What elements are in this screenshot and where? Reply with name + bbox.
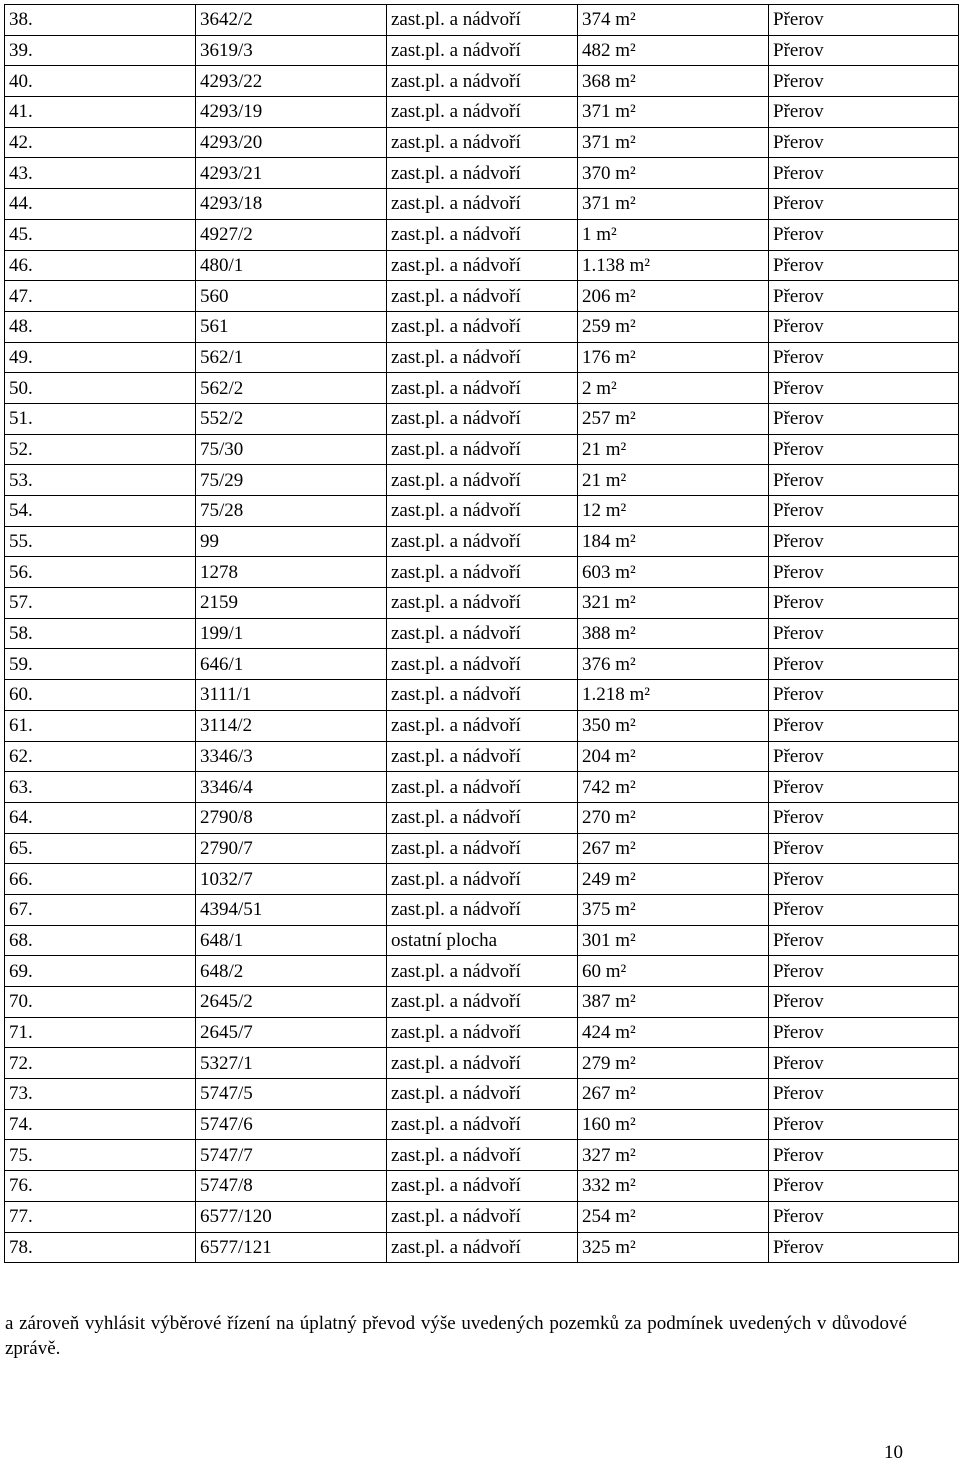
land-type-cell: zast.pl. a nádvoří [387,465,578,496]
table-row [5,496,959,527]
row-number-cell: 74. [5,1109,196,1140]
parcel-number-cell: 2645/7 [196,1017,387,1048]
land-type-cell: zast.pl. a nádvoří [387,894,578,925]
land-type-cell: zast.pl. a nádvoří [387,1171,578,1202]
table-row [5,342,959,373]
table-row [5,618,959,649]
land-type-cell: zast.pl. a nádvoří [387,5,578,36]
land-type-cell: zast.pl. a nádvoří [387,1109,578,1140]
parcel-number-cell: 480/1 [196,250,387,281]
row-number-cell: 65. [5,833,196,864]
land-type-cell: zast.pl. a nádvoří [387,1048,578,1079]
row-number-cell: 51. [5,403,196,434]
parcel-number-cell: 4927/2 [196,219,387,250]
area-cell: 279 m² [578,1048,769,1079]
area-cell: 270 m² [578,802,769,833]
row-number-cell: 76. [5,1171,196,1202]
cadastral-area-cell: Přerov [769,864,959,895]
parcel-number-cell: 2159 [196,588,387,619]
table-row [5,373,959,404]
parcel-number-cell: 3642/2 [196,5,387,36]
cadastral-area-cell: Přerov [769,219,959,250]
parcel-number-cell: 99 [196,526,387,557]
land-type-cell: zast.pl. a nádvoří [387,864,578,895]
table-row [5,1140,959,1171]
row-number-cell: 53. [5,465,196,496]
table-row [5,1201,959,1232]
area-cell: 257 m² [578,403,769,434]
cadastral-area-cell: Přerov [769,588,959,619]
area-cell: 60 m² [578,956,769,987]
table-row [5,649,959,680]
row-number-cell: 56. [5,557,196,588]
row-number-cell: 38. [5,5,196,36]
cadastral-area-cell: Přerov [769,5,959,36]
row-number-cell: 49. [5,342,196,373]
parcel-number-cell: 646/1 [196,649,387,680]
cadastral-area-cell: Přerov [769,557,959,588]
area-cell: 2 m² [578,373,769,404]
cadastral-area-cell: Přerov [769,925,959,956]
cadastral-area-cell: Přerov [769,833,959,864]
parcel-number-cell: 75/29 [196,465,387,496]
parcel-number-cell: 4293/19 [196,97,387,128]
row-number-cell: 43. [5,158,196,189]
row-number-cell: 52. [5,434,196,465]
parcel-number-cell: 552/2 [196,403,387,434]
row-number-cell: 77. [5,1201,196,1232]
cadastral-area-cell: Přerov [769,1171,959,1202]
cadastral-area-cell: Přerov [769,189,959,220]
row-number-cell: 40. [5,66,196,97]
land-type-cell: zast.pl. a nádvoří [387,281,578,312]
row-number-cell: 45. [5,219,196,250]
row-number-cell: 47. [5,281,196,312]
land-type-cell: zast.pl. a nádvoří [387,1232,578,1263]
parcel-table [4,4,959,1263]
parcel-number-cell: 648/2 [196,956,387,987]
table-row [5,772,959,803]
area-cell: 254 m² [578,1201,769,1232]
land-type-cell: zast.pl. a nádvoří [387,189,578,220]
table-row [5,925,959,956]
table-row [5,1017,959,1048]
cadastral-area-cell: Přerov [769,373,959,404]
parcel-number-cell: 562/2 [196,373,387,404]
land-type-cell: zast.pl. a nádvoří [387,649,578,680]
row-number-cell: 61. [5,710,196,741]
row-number-cell: 59. [5,649,196,680]
row-number-cell: 58. [5,618,196,649]
area-cell: 603 m² [578,557,769,588]
area-cell: 1.218 m² [578,680,769,711]
area-cell: 259 m² [578,311,769,342]
table-row [5,281,959,312]
area-cell: 21 m² [578,434,769,465]
row-number-cell: 72. [5,1048,196,1079]
land-type-cell: zast.pl. a nádvoří [387,1201,578,1232]
cadastral-area-cell: Přerov [769,1079,959,1110]
parcel-number-cell: 3114/2 [196,710,387,741]
parcel-number-cell: 5747/6 [196,1109,387,1140]
cadastral-area-cell: Přerov [769,618,959,649]
row-number-cell: 57. [5,588,196,619]
table-row [5,66,959,97]
parcel-number-cell: 2790/8 [196,802,387,833]
table-row [5,1232,959,1263]
area-cell: 424 m² [578,1017,769,1048]
cadastral-area-cell: Přerov [769,680,959,711]
parcel-number-cell: 199/1 [196,618,387,649]
cadastral-area-cell: Přerov [769,956,959,987]
table-row [5,434,959,465]
row-number-cell: 67. [5,894,196,925]
area-cell: 368 m² [578,66,769,97]
land-type-cell: zast.pl. a nádvoří [387,1017,578,1048]
cadastral-area-cell: Přerov [769,250,959,281]
cadastral-area-cell: Přerov [769,158,959,189]
land-type-cell: ostatní plocha [387,925,578,956]
area-cell: 267 m² [578,1079,769,1110]
table-row [5,465,959,496]
table-row [5,864,959,895]
table-row [5,1109,959,1140]
land-type-cell: zast.pl. a nádvoří [387,158,578,189]
parcel-number-cell: 5747/8 [196,1171,387,1202]
area-cell: 370 m² [578,158,769,189]
area-cell: 371 m² [578,189,769,220]
row-number-cell: 64. [5,802,196,833]
area-cell: 388 m² [578,618,769,649]
table-row [5,987,959,1018]
row-number-cell: 54. [5,496,196,527]
table-row [5,5,959,36]
cadastral-area-cell: Přerov [769,1201,959,1232]
land-type-cell: zast.pl. a nádvoří [387,434,578,465]
cadastral-area-cell: Přerov [769,802,959,833]
area-cell: 267 m² [578,833,769,864]
area-cell: 1.138 m² [578,250,769,281]
land-type-cell: zast.pl. a nádvoří [387,588,578,619]
parcel-number-cell: 6577/121 [196,1232,387,1263]
parcel-number-cell: 4293/20 [196,127,387,158]
land-type-cell: zast.pl. a nádvoří [387,1079,578,1110]
cadastral-area-cell: Přerov [769,772,959,803]
land-type-cell: zast.pl. a nádvoří [387,956,578,987]
area-cell: 374 m² [578,5,769,36]
table-row [5,158,959,189]
resolution-note: a zároveň vyhlásit výběrové řízení na úplatný převod výše uvedených pozemků za podmínek uvedených v důvodové zprávě. [5,1313,907,1359]
parcel-number-cell: 561 [196,311,387,342]
cadastral-area-cell: Přerov [769,526,959,557]
row-number-cell: 39. [5,35,196,66]
cadastral-area-cell: Přerov [769,710,959,741]
land-type-cell: zast.pl. a nádvoří [387,97,578,128]
row-number-cell: 50. [5,373,196,404]
cadastral-area-cell: Přerov [769,403,959,434]
area-cell: 12 m² [578,496,769,527]
parcel-number-cell: 3111/1 [196,680,387,711]
row-number-cell: 44. [5,189,196,220]
land-type-cell: zast.pl. a nádvoří [387,311,578,342]
cadastral-area-cell: Přerov [769,1109,959,1140]
cadastral-area-cell: Přerov [769,987,959,1018]
land-type-cell: zast.pl. a nádvoří [387,802,578,833]
land-type-cell: zast.pl. a nádvoří [387,250,578,281]
parcel-table-body [5,5,959,1263]
parcel-number-cell: 560 [196,281,387,312]
cadastral-area-cell: Přerov [769,1232,959,1263]
area-cell: 387 m² [578,987,769,1018]
table-row [5,1171,959,1202]
land-type-cell: zast.pl. a nádvoří [387,35,578,66]
parcel-number-cell: 5747/5 [196,1079,387,1110]
row-number-cell: 60. [5,680,196,711]
parcel-number-cell: 3619/3 [196,35,387,66]
land-type-cell: zast.pl. a nádvoří [387,373,578,404]
parcel-number-cell: 3346/3 [196,741,387,772]
table-row [5,680,959,711]
table-row [5,588,959,619]
area-cell: 204 m² [578,741,769,772]
cadastral-area-cell: Přerov [769,1048,959,1079]
area-cell: 325 m² [578,1232,769,1263]
area-cell: 176 m² [578,342,769,373]
table-row [5,250,959,281]
land-type-cell: zast.pl. a nádvoří [387,66,578,97]
cadastral-area-cell: Přerov [769,741,959,772]
row-number-cell: 73. [5,1079,196,1110]
cadastral-area-cell: Přerov [769,311,959,342]
cadastral-area-cell: Přerov [769,97,959,128]
cadastral-area-cell: Přerov [769,496,959,527]
page-number: 10 [884,1442,903,1463]
land-type-cell: zast.pl. a nádvoří [387,710,578,741]
row-number-cell: 69. [5,956,196,987]
parcel-number-cell: 648/1 [196,925,387,956]
table-row [5,1079,959,1110]
area-cell: 371 m² [578,127,769,158]
land-type-cell: zast.pl. a nádvoří [387,772,578,803]
parcel-number-cell: 2645/2 [196,987,387,1018]
cadastral-area-cell: Přerov [769,35,959,66]
land-type-cell: zast.pl. a nádvoří [387,219,578,250]
table-row [5,557,959,588]
area-cell: 1 m² [578,219,769,250]
row-number-cell: 75. [5,1140,196,1171]
table-row [5,894,959,925]
area-cell: 321 m² [578,588,769,619]
table-row [5,1048,959,1079]
cadastral-area-cell: Přerov [769,649,959,680]
parcel-number-cell: 1032/7 [196,864,387,895]
parcel-number-cell: 3346/4 [196,772,387,803]
row-number-cell: 42. [5,127,196,158]
land-type-cell: zast.pl. a nádvoří [387,618,578,649]
row-number-cell: 71. [5,1017,196,1048]
table-row [5,127,959,158]
cadastral-area-cell: Přerov [769,127,959,158]
land-type-cell: zast.pl. a nádvoří [387,833,578,864]
cadastral-area-cell: Přerov [769,465,959,496]
area-cell: 301 m² [578,925,769,956]
land-type-cell: zast.pl. a nádvoří [387,1140,578,1171]
cadastral-area-cell: Přerov [769,434,959,465]
land-type-cell: zast.pl. a nádvoří [387,127,578,158]
table-row [5,219,959,250]
row-number-cell: 41. [5,97,196,128]
table-row [5,802,959,833]
area-cell: 21 m² [578,465,769,496]
parcel-number-cell: 6577/120 [196,1201,387,1232]
parcel-number-cell: 4293/22 [196,66,387,97]
land-type-cell: zast.pl. a nádvoří [387,342,578,373]
parcel-number-cell: 1278 [196,557,387,588]
parcel-number-cell: 2790/7 [196,833,387,864]
table-row [5,97,959,128]
parcel-number-cell: 75/28 [196,496,387,527]
table-row [5,189,959,220]
area-cell: 206 m² [578,281,769,312]
land-type-cell: zast.pl. a nádvoří [387,496,578,527]
area-cell: 327 m² [578,1140,769,1171]
area-cell: 332 m² [578,1171,769,1202]
area-cell: 371 m² [578,97,769,128]
cadastral-area-cell: Přerov [769,1140,959,1171]
parcel-number-cell: 4394/51 [196,894,387,925]
land-type-cell: zast.pl. a nádvoří [387,741,578,772]
land-type-cell: zast.pl. a nádvoří [387,557,578,588]
area-cell: 184 m² [578,526,769,557]
row-number-cell: 66. [5,864,196,895]
table-row [5,710,959,741]
parcel-number-cell: 5327/1 [196,1048,387,1079]
cadastral-area-cell: Přerov [769,1017,959,1048]
land-type-cell: zast.pl. a nádvoří [387,680,578,711]
table-row [5,956,959,987]
row-number-cell: 78. [5,1232,196,1263]
cadastral-area-cell: Přerov [769,66,959,97]
parcel-number-cell: 4293/21 [196,158,387,189]
area-cell: 249 m² [578,864,769,895]
table-row [5,311,959,342]
land-type-cell: zast.pl. a nádvoří [387,526,578,557]
row-number-cell: 70. [5,987,196,1018]
row-number-cell: 48. [5,311,196,342]
parcel-number-cell: 4293/18 [196,189,387,220]
row-number-cell: 55. [5,526,196,557]
table-row [5,833,959,864]
land-type-cell: zast.pl. a nádvoří [387,403,578,434]
row-number-cell: 62. [5,741,196,772]
cadastral-area-cell: Přerov [769,342,959,373]
table-row [5,526,959,557]
area-cell: 375 m² [578,894,769,925]
cadastral-area-cell: Přerov [769,894,959,925]
area-cell: 350 m² [578,710,769,741]
area-cell: 376 m² [578,649,769,680]
parcel-number-cell: 75/30 [196,434,387,465]
cadastral-area-cell: Přerov [769,281,959,312]
area-cell: 482 m² [578,35,769,66]
row-number-cell: 68. [5,925,196,956]
parcel-number-cell: 562/1 [196,342,387,373]
table-row [5,403,959,434]
table-row [5,35,959,66]
land-type-cell: zast.pl. a nádvoří [387,987,578,1018]
row-number-cell: 46. [5,250,196,281]
area-cell: 160 m² [578,1109,769,1140]
parcel-number-cell: 5747/7 [196,1140,387,1171]
area-cell: 742 m² [578,772,769,803]
table-row [5,741,959,772]
row-number-cell: 63. [5,772,196,803]
